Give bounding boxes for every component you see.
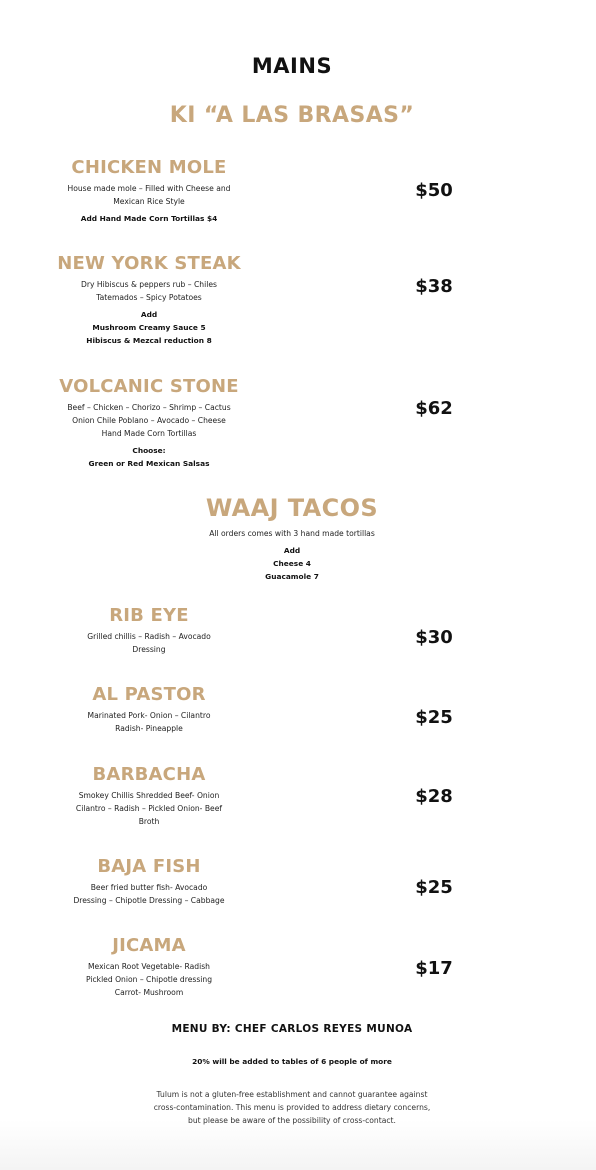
item-extras: Add Hand Made Corn Tortillas $4 — [80, 214, 218, 223]
item-name: CHICKEN MOLE — [71, 157, 227, 178]
item-description: Mexican Root Vegetable- Radish Pickled Onion – Chipotle dressing Carrot- Mushroom — [85, 962, 213, 997]
item-description: Marinated Pork- Onion – Cilantro Radish- Pineapple — [87, 711, 211, 733]
menu-item-baja-fish — [44, 856, 254, 907]
tacos-note: All orders comes with 3 hand made tortillas — [209, 529, 375, 538]
chef-credit: MENU BY: CHEF CARLOS REYES MUNOA — [171, 1023, 413, 1035]
item-description: Smokey Chillis Shredded Beef- Onion Cilantro – Radish – Pickled Onion- Beef Broth — [75, 791, 223, 826]
group-surcharge-note: 20% will be added to tables of 6 people of more — [192, 1057, 392, 1066]
item-name: RIB EYE — [109, 605, 189, 626]
item-description: Beef – Chicken – Chorizo – Shrimp – Cactus Onion Chile Poblano – Avocado – Cheese Hand Made Corn Tortillas — [67, 403, 231, 438]
allergen-disclaimer: Tulum is not a gluten-free establishment and cannot guarantee against cross-contamination. This menu is provided to address dietary concerns, but please be aware of the possibility of cross-contact. — [153, 1090, 431, 1125]
item-price: $28 — [415, 786, 453, 807]
menu-item-al-pastor — [44, 684, 254, 735]
menu-item-barbacha — [44, 764, 254, 828]
item-description: House made mole – Filled with Cheese and Mexican Rice Style — [67, 184, 231, 206]
section-heading-tacos: WAAJ TACOS — [205, 494, 379, 522]
menu-item-chicken-mole — [44, 157, 254, 225]
item-price: $50 — [415, 180, 453, 201]
section-heading-brasas: KI “A LAS BRASAS” — [169, 103, 415, 128]
item-description: Grilled chillis – Radish – Avocado Dressing — [87, 632, 211, 654]
page-title: MAINS — [251, 54, 333, 78]
item-extras: Add Mushroom Creamy Sauce 5 Hibiscus & Mezcal reduction 8 — [86, 310, 212, 345]
item-extras: Choose: Green or Red Mexican Salsas — [88, 446, 210, 468]
menu-item-rib-eye — [44, 605, 254, 656]
item-description: Beer fried butter fish- Avocado Dressing – Chipotle Dressing – Cabbage — [73, 883, 225, 905]
item-description: Dry Hibiscus & peppers rub – Chiles Tatemados – Spicy Potatoes — [81, 280, 217, 302]
menu-item-new-york-steak — [44, 253, 254, 347]
item-name: AL PASTOR — [92, 684, 206, 705]
item-price: $17 — [415, 958, 453, 979]
menu-item-volcanic-stone — [44, 376, 254, 470]
tacos-extras: Add Cheese 4 Guacamole 7 — [265, 546, 319, 581]
item-price: $25 — [415, 707, 453, 728]
item-name: NEW YORK STEAK — [57, 253, 241, 274]
item-price: $62 — [415, 398, 453, 419]
item-price: $38 — [415, 276, 453, 297]
item-price: $25 — [415, 877, 453, 898]
item-name: JICAMA — [112, 935, 186, 956]
item-name: VOLCANIC STONE — [59, 376, 239, 397]
menu-item-jicama — [44, 935, 254, 999]
item-name: BAJA FISH — [97, 856, 201, 877]
item-price: $30 — [415, 627, 453, 648]
item-name: BARBACHA — [92, 764, 206, 785]
